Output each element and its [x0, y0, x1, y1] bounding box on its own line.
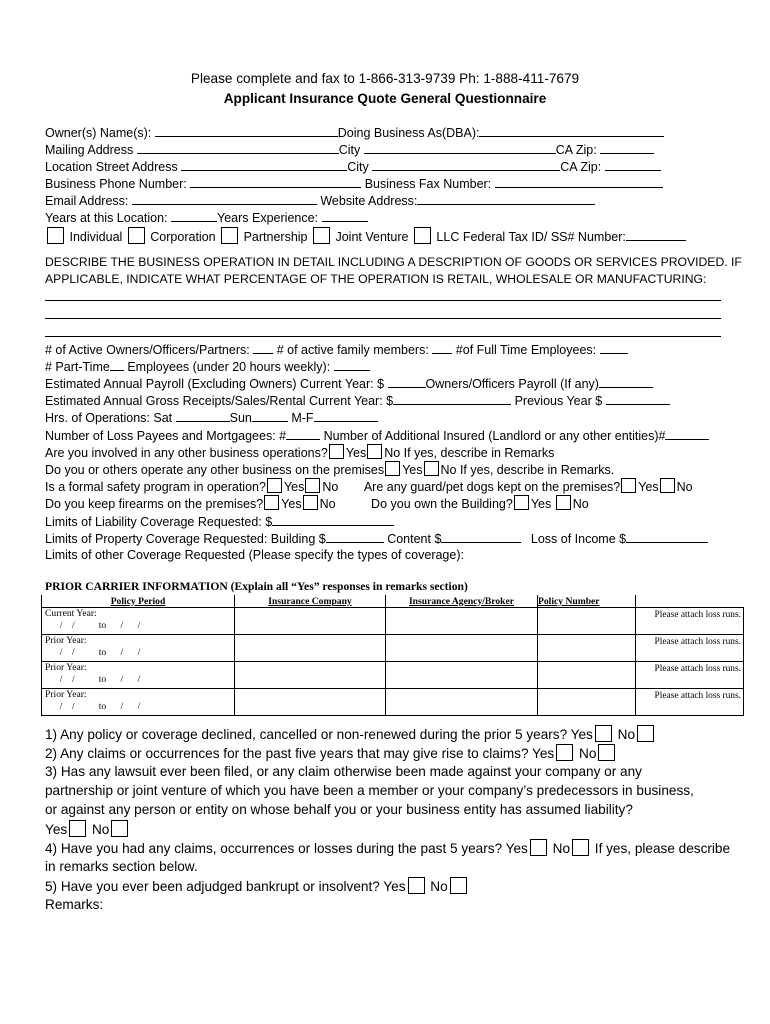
question-4 — [45, 839, 730, 858]
loss-income-field[interactable] — [626, 530, 708, 543]
family-members-label: # of active family members: — [276, 343, 429, 357]
table-row — [42, 635, 744, 662]
no-label: No — [676, 480, 693, 494]
mailing-field[interactable] — [137, 141, 339, 154]
payroll-field[interactable] — [388, 375, 426, 388]
q3-no-checkbox[interactable] — [111, 820, 128, 837]
owners-count-row — [45, 341, 628, 358]
fax-line: Please complete and fax to 1-866-313-9739 Ph: 1-888-411-7679 — [190, 71, 580, 86]
form-title: Applicant Insurance Quote General Questionnaire — [223, 91, 547, 106]
question-4-line-2: in remarks section below. — [45, 859, 198, 874]
previous-year-field[interactable] — [606, 392, 670, 405]
operate-other-row — [45, 461, 614, 478]
fax-field[interactable] — [495, 175, 663, 188]
company-cell[interactable] — [235, 662, 386, 689]
no-label: No — [572, 497, 589, 511]
no-label: No — [322, 480, 339, 494]
no-if-yes-label: No If yes, describe in Remarks — [384, 446, 555, 460]
content-label: Content $ — [387, 532, 442, 546]
describe-answer-line-2[interactable] — [45, 318, 721, 319]
year-label: Current Year: — [45, 608, 97, 619]
col-agency-broker: Insurance Agency/Broker — [386, 595, 538, 608]
table-row — [42, 689, 744, 716]
date-range: / / to / / — [55, 701, 141, 712]
other-business-label: Are you involved in any other business operations? — [45, 446, 328, 460]
question-3-line-3: or against any person or entity on whose behalf you or your business entity has assumed liability? — [45, 802, 633, 817]
operate-other-label: Do you or others operate any other business on the premises — [45, 463, 385, 477]
years-experience-field[interactable] — [322, 209, 368, 222]
date-range: / / to / / — [55, 674, 141, 685]
safety-row — [45, 478, 693, 495]
dogs-no-checkbox[interactable] — [660, 478, 675, 493]
gross-receipts-field[interactable] — [393, 392, 511, 405]
joint-venture-checkbox[interactable] — [313, 227, 330, 244]
yes-label: Yes — [283, 480, 305, 494]
loss-income-label: Loss of Income $ — [530, 532, 627, 546]
individual-label: Individual — [69, 230, 123, 244]
col-policy-period: Policy Period — [42, 595, 235, 608]
llc-checkbox[interactable] — [414, 227, 431, 244]
q4-no-checkbox[interactable] — [572, 839, 589, 856]
yes-label: Yes — [530, 497, 552, 511]
zip-label: CA Zip: — [555, 143, 597, 157]
no-label: No — [91, 822, 110, 837]
policy-number-cell[interactable] — [538, 662, 636, 689]
no-label: No — [319, 497, 336, 511]
mailing-city-field[interactable] — [364, 141, 556, 154]
yes-label: Yes — [281, 497, 302, 511]
fax-label: Business Fax Number: — [364, 177, 492, 191]
describe-answer-line-1[interactable] — [45, 300, 721, 301]
table-row — [42, 608, 744, 635]
email-field[interactable] — [132, 192, 317, 205]
owners-label: Owner(s) Name(s): — [45, 126, 152, 140]
additional-insured-field[interactable] — [665, 427, 709, 440]
q4-text: 4) Have you had any claims, occurrences or losses during the past 5 years? Yes — [45, 841, 528, 856]
additional-insured-label: Number of Additional Insured (Landlord or any other entities)# — [323, 429, 666, 443]
prior-carrier-table — [41, 595, 744, 716]
question-3-answer — [45, 820, 130, 839]
llc-label: LLC Federal Tax ID/ SS# Number: — [436, 230, 626, 244]
payroll-label: Estimated Annual Payroll (Excluding Owners) Current Year: $ — [45, 377, 385, 391]
tax-id-field[interactable] — [626, 228, 686, 241]
dba-field[interactable] — [479, 124, 664, 137]
other-coverage-row: Limits of other Coverage Requested (Please specify the types of coverage): — [45, 548, 464, 562]
location-label: Location Street Address — [45, 160, 178, 174]
q5-text: 5) Have you ever been adjudged bankrupt or insolvent? Yes — [45, 879, 406, 894]
safety-no-checkbox[interactable] — [305, 478, 320, 493]
loss-runs-note: Please attach loss runs. — [636, 608, 744, 635]
loss-runs-note: Please attach loss runs. — [636, 689, 744, 716]
liability-row — [45, 513, 394, 530]
q2-yes-checkbox[interactable] — [556, 744, 573, 761]
operate-other-no-checkbox[interactable] — [424, 461, 439, 476]
owners-payroll-label: Owners/Officers Payroll (If any) — [425, 377, 599, 391]
year-label: Prior Year: — [45, 635, 87, 646]
policy-period-cell[interactable] — [42, 608, 235, 635]
previous-year-label: Previous Year $ — [514, 394, 603, 408]
property-limits-label: Limits of Property Coverage Requested: Building $ — [45, 532, 326, 546]
agency-cell[interactable] — [386, 608, 538, 635]
website-label: Website Address: — [320, 194, 418, 208]
question-1 — [45, 725, 656, 744]
active-owners-label: # of Active Owners/Officers/Partners: — [45, 343, 250, 357]
years-experience-label: Years Experience: — [217, 211, 319, 225]
email-label: Email Address: — [45, 194, 129, 208]
gross-receipts-row — [45, 392, 670, 409]
owners-payroll-field[interactable] — [599, 375, 653, 388]
remarks-label: Remarks: — [45, 897, 104, 912]
phone-label: Business Phone Number: — [45, 177, 187, 191]
date-range: / / to / / — [55, 620, 141, 631]
content-field[interactable] — [441, 530, 521, 543]
entity-row — [45, 227, 686, 245]
gross-receipts-label: Estimated Annual Gross Receipts/Sales/Rental Current Year: $ — [45, 394, 394, 408]
policy-number-cell[interactable] — [538, 635, 636, 662]
hours-mf-label: M-F — [291, 411, 314, 425]
q3-yes-checkbox[interactable] — [69, 820, 86, 837]
q2-text: 2) Any claims or occurrences for the past five years that may give rise to claims? Yes — [45, 746, 555, 761]
location-city-field[interactable] — [372, 158, 560, 171]
other-business-yes-checkbox[interactable] — [329, 444, 344, 459]
family-members-field[interactable] — [432, 341, 452, 354]
part-time-label: # Part-Time — [45, 360, 110, 374]
table-header-row — [42, 595, 744, 608]
company-cell[interactable] — [235, 689, 386, 716]
firearms-row — [45, 495, 589, 512]
dogs-yes-checkbox[interactable] — [621, 478, 636, 493]
company-cell[interactable] — [235, 635, 386, 662]
loss-runs-note: Please attach loss runs. — [636, 662, 744, 689]
question-5 — [45, 877, 469, 896]
owners-name-field[interactable] — [155, 124, 338, 137]
q1-yes-checkbox[interactable] — [595, 725, 612, 742]
years-location-label: Years at this Location: — [45, 211, 168, 225]
safety-yes-checkbox[interactable] — [267, 478, 282, 493]
policy-period-cell[interactable] — [42, 689, 235, 716]
policy-period-cell[interactable] — [42, 662, 235, 689]
company-cell[interactable] — [235, 608, 386, 635]
mailing-row — [45, 141, 654, 158]
col-insurance-company: Insurance Company — [235, 595, 386, 608]
full-time-field[interactable] — [600, 341, 628, 354]
col-policy-number: Policy Number — [538, 595, 636, 608]
agency-cell[interactable] — [386, 662, 538, 689]
website-field[interactable] — [417, 192, 595, 205]
joint-venture-label: Joint Venture — [335, 230, 409, 244]
q4-tail: If yes, please describe — [594, 841, 731, 856]
guard-dogs-label: Are any guard/pet dogs kept on the premises? — [363, 480, 621, 494]
q5-no-checkbox[interactable] — [450, 877, 467, 894]
part-time-suffix: Employees (under 20 hours weekly): — [127, 360, 331, 374]
hours-sun-field[interactable] — [252, 409, 288, 422]
mailing-label: Mailing Address — [45, 143, 134, 157]
hours-mf-field[interactable] — [314, 409, 378, 422]
firearms-no-checkbox[interactable] — [303, 495, 318, 510]
phone-field[interactable] — [190, 175, 361, 188]
liability-limits-label: Limits of Liability Coverage Requested: $ — [45, 515, 273, 529]
no-label: No — [617, 727, 636, 742]
part-time-row — [45, 358, 370, 375]
no-if-yes-label: No If yes, describe in Remarks. — [440, 463, 615, 477]
mailing-zip-field[interactable] — [600, 141, 654, 154]
city-label: City — [338, 143, 361, 157]
question-2 — [45, 744, 617, 763]
owners-row — [45, 124, 664, 141]
loss-runs-note: Please attach loss runs. — [636, 635, 744, 662]
prior-carrier-title: PRIOR CARRIER INFORMATION (Explain all “Yes” responses in remarks section) — [45, 580, 468, 593]
no-label: No — [430, 879, 448, 894]
policy-number-cell[interactable] — [538, 689, 636, 716]
full-time-label: #of Full Time Employees: — [455, 343, 597, 357]
corporation-checkbox[interactable] — [128, 227, 145, 244]
individual-checkbox[interactable] — [47, 227, 64, 244]
hours-row — [45, 409, 378, 426]
yes-label: Yes — [345, 446, 367, 460]
corporation-label: Corporation — [150, 230, 216, 244]
firearms-yes-checkbox[interactable] — [264, 495, 279, 510]
operate-other-yes-checkbox[interactable] — [385, 461, 400, 476]
part-time-field[interactable] — [334, 358, 370, 371]
building-yes-checkbox[interactable] — [514, 495, 529, 510]
other-business-row — [45, 444, 554, 461]
q1-text: 1) Any policy or coverage declined, cancelled or non-renewed during the prior 5 years? Yes — [45, 727, 593, 742]
liability-field[interactable] — [272, 513, 394, 526]
active-owners-field[interactable] — [253, 341, 273, 354]
dba-label: Doing Business As(DBA): — [337, 126, 480, 140]
location-row — [45, 158, 661, 175]
partnership-checkbox[interactable] — [221, 227, 238, 244]
property-row — [45, 530, 708, 547]
date-range: / / to / / — [55, 647, 141, 658]
loss-payees-label: Number of Loss Payees and Mortgagees: # — [45, 429, 287, 443]
loss-payees-field[interactable] — [286, 427, 320, 440]
partnership-label: Partnership — [243, 230, 308, 244]
describe-line-1: DESCRIBE THE BUSINESS OPERATION IN DETAIL INCLUDING A DESCRIPTION OF GOODS OR SERVICES PROVIDED. IF — [45, 255, 742, 269]
other-business-no-checkbox[interactable] — [367, 444, 382, 459]
hours-sun-label: Sun — [229, 411, 252, 425]
policy-number-cell[interactable] — [538, 608, 636, 635]
building-field[interactable] — [326, 530, 384, 543]
years-location-field[interactable] — [171, 209, 217, 222]
city-label-2: City — [347, 160, 369, 174]
agency-cell[interactable] — [386, 689, 538, 716]
q2-no-checkbox[interactable] — [598, 744, 615, 761]
hours-sat-field[interactable] — [176, 409, 230, 422]
agency-cell[interactable] — [386, 635, 538, 662]
loss-payees-row — [45, 427, 709, 444]
location-zip-field[interactable] — [605, 158, 661, 171]
year-label: Prior Year: — [45, 662, 87, 673]
policy-period-cell[interactable] — [42, 635, 235, 662]
building-no-checkbox[interactable] — [556, 495, 571, 510]
question-3-line-1: 3) Has any lawsuit ever been filed, or any claim otherwise been made against your company or any — [45, 764, 642, 779]
phone-row — [45, 175, 663, 192]
yes-label: Yes — [638, 480, 659, 494]
no-label: No — [579, 746, 597, 761]
zip-label-2: CA Zip: — [560, 160, 602, 174]
yes-label: Yes — [402, 463, 423, 477]
q5-yes-checkbox[interactable] — [408, 877, 425, 894]
question-3-line-2: partnership or joint venture of which you have been a member or your company’s predecessors in business, — [45, 783, 694, 798]
own-building-label: Do you own the Building? — [371, 497, 513, 511]
payroll-row — [45, 375, 653, 392]
col-notes — [636, 595, 744, 608]
email-row — [45, 192, 595, 209]
yes-label: Yes — [45, 822, 68, 837]
part-time-blank[interactable] — [110, 358, 124, 371]
firearms-label: Do you keep firearms on the premises? — [45, 497, 264, 511]
q4-yes-checkbox[interactable] — [530, 839, 547, 856]
table-row — [42, 662, 744, 689]
years-row — [45, 209, 368, 226]
location-field[interactable] — [181, 158, 347, 171]
no-label: No — [552, 841, 571, 856]
describe-answer-line-3[interactable] — [45, 336, 721, 337]
describe-line-2: APPLICABLE, INDICATE WHAT PERCENTAGE OF THE OPERATION IS RETAIL, WHOLESALE OR MANUFACTURING: — [45, 272, 707, 286]
hours-sat-label: Hrs. of Operations: Sat — [45, 411, 173, 425]
q1-no-checkbox[interactable] — [637, 725, 654, 742]
safety-program-label: Is a formal safety program in operation? — [45, 480, 266, 494]
year-label: Prior Year: — [45, 689, 87, 700]
